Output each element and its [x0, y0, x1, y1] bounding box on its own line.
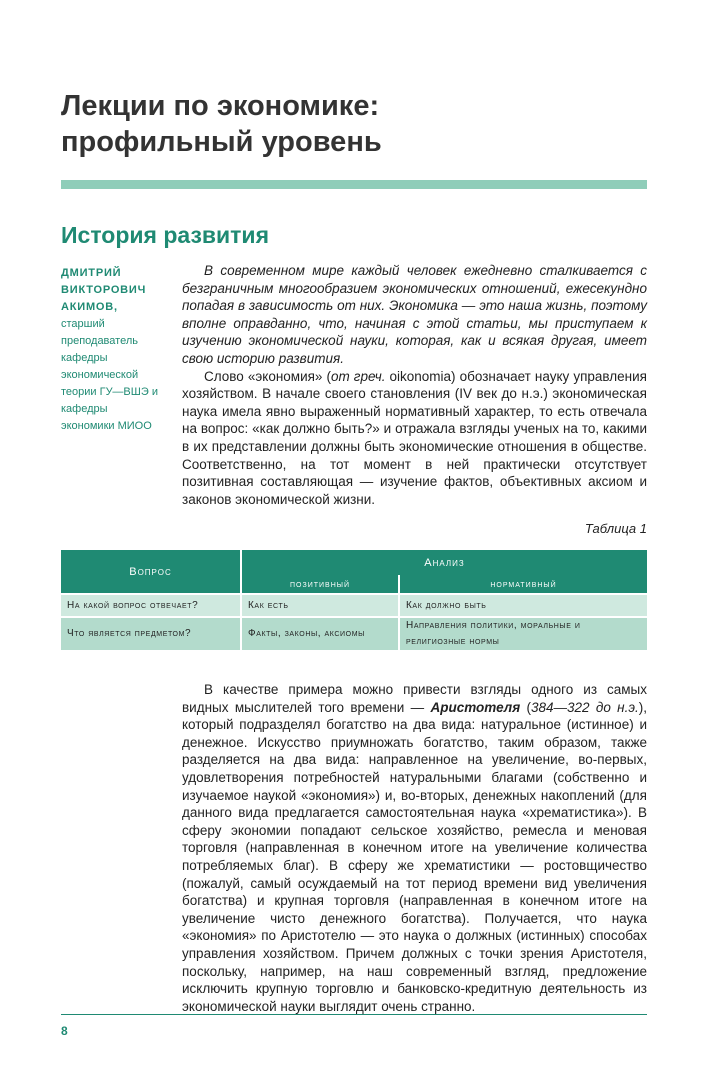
author-name-line-1: ДМИТРИЙ: [61, 267, 122, 279]
person-name: Аристотеля: [430, 699, 521, 715]
cell-question: Что является предметом?: [61, 617, 241, 650]
main-paragraph: [182, 681, 647, 1015]
table-row: [61, 617, 647, 650]
main-text-a: В качестве примера можно привести взгляды одного из самых видных мыслителей того времени —: [182, 682, 647, 715]
page-number: 8: [61, 1024, 68, 1038]
author-name-line-3: АКИМОВ,: [61, 301, 118, 313]
intro-text: [182, 262, 647, 508]
table-header-row: [61, 550, 647, 575]
title-divider-bar: [61, 180, 647, 189]
header-question: Вопрос: [61, 550, 241, 594]
header-analysis: Анализ: [424, 556, 465, 569]
person-dates: 384—322 до н.э.: [531, 699, 639, 715]
author-position: старший преподаватель кафедры экономической теории ГУ—ВШЭ и кафедры экономики МИОО: [61, 318, 158, 432]
title-line-1: Лекции по экономике:: [61, 90, 380, 122]
intro-paragraph-2-b: oikonomia) обозначает науку управления хозяйством. В начале своего становления (IV век до н.э.) экономическая наука имела явно выраженный нормативный характер, то есть отвечала на вопрос: «как должно быть?» и отражала взгляды ученых на то, какими в их представлении должны быть экономические отношения в обществе. Соответственно, на тот момент в ней практически отсутствует позитивная составляющая — изучение фактов, объективных аксиом и законов экономической жизни.: [182, 368, 647, 507]
main-text-c: ), который подразделял богатство на два вида: натуральное (истинное) и денежное. Искусство приумножать богатство, таким образом, также разделяется на два вида: направленное на увеличение, во-первых, удовлетворения потребностей натуральными благами (собственно и изучаемое наукой «экономия») и, во-вторых, денежных накоплений (для данного вида предлагается самостоятельная наука «хрематистика»). В сферу экономии попадают сельское хозяйство, ремесла и меновая торговля (направленная в конечном итоге на увеличение количества потребляемых благ). В сферу же хрематистики — ростовщичество (пожалуй, самый осуждаемый на тот период времени вид увеличения богатства) и крупная торговля (направленная в конечном итоге на увеличение чисто денежного богатства). Получается, что наука «экономия» по Аристотелю — это наука о должных (истинных) способах управления хозяйством. Причем должных с точки зрения Аристотеля, поскольку, например, на наш современный взгляд, предложение исключить крупную торговлю и банковско-кредитную деятельность из экономической науки выглядит очень странно.: [182, 699, 648, 1014]
subheader-normative: нормативный: [490, 578, 557, 590]
footer-divider: [61, 1014, 647, 1015]
main-text-b: (: [520, 699, 531, 715]
author-block: [61, 265, 171, 435]
cell-question: На какой вопрос отвечает?: [61, 594, 241, 617]
subheader-positive: позитивный: [241, 575, 399, 594]
intro-paragraph-2: [182, 368, 647, 509]
intro-paragraph-2-a: Слово «экономия» (: [204, 368, 331, 384]
section-title: История развития: [61, 222, 269, 248]
intro-paragraph-2-italic: от греч.: [331, 368, 386, 384]
main-text: [182, 681, 647, 1015]
table-caption: Таблица 1: [584, 521, 647, 536]
cell-positive: Как есть: [241, 594, 399, 617]
analysis-table: [61, 550, 647, 650]
title-line-2: профильный уровень: [61, 126, 382, 158]
author-name-line-2: ВИКТОРОВИЧ: [61, 284, 147, 296]
cell-positive: Факты, законы, аксиомы: [241, 617, 399, 650]
page-title: [61, 88, 661, 160]
table-row: [61, 594, 647, 617]
cell-normative: Как должно быть: [399, 594, 647, 617]
cell-normative: Направления политики, моральные и религиозные нормы: [399, 617, 647, 650]
intro-paragraph-1: В современном мире каждый человек ежедневно сталкивается с безграничным многообразием экономических отношений, ежесекундно попадая в зависимость от них. Экономика — это наша жизнь, поэтому вполне оправданно, что, начиная с этой статьи, мы приступаем к изучению экономической науки, которая, как и всякая другая, имеет свою историю развития.: [182, 263, 647, 366]
